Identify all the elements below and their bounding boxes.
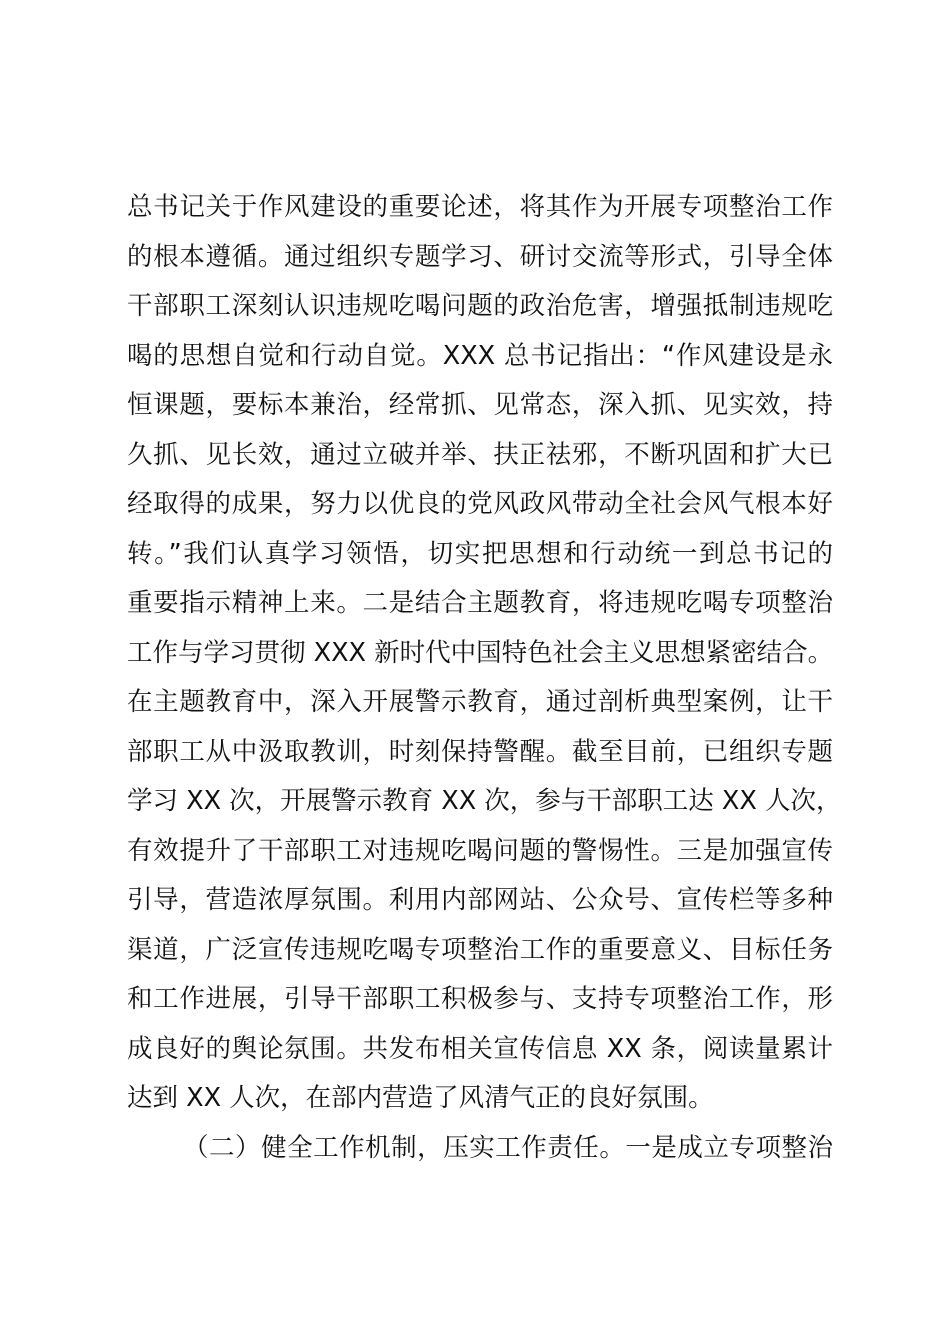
text-line: 在主题教育中，深入开展警示教育，通过剖析典型案例，让干	[127, 687, 833, 717]
text-line: 引导，营造浓厚氛围。利用内部网站、公众号、宣传栏等多种	[127, 885, 833, 915]
text-line: 久抓、见长效，通过立破并举、扶正祛邪，不断巩固和扩大已	[127, 439, 833, 470]
text-line: 渠道，广泛宣传违规吃喝专项整治工作的重要意义、目标任务	[127, 934, 833, 965]
text-line: 恒课题，要标本兼治，经常抓、见常态，深入抓、见实效，持	[127, 390, 833, 420]
text-line: 经取得的成果，努力以优良的党风政风带动全社会风气根本好	[127, 489, 833, 519]
text-line: 成良好的舆论氛围。共发布相关宣传信息 XX 条，阅读量累计	[127, 1033, 833, 1064]
text-line: 学习 XX 次，开展警示教育 XX 次，参与干部职工达 XX 人次，	[127, 786, 842, 816]
paragraph-2	[127, 1124, 833, 1174]
text-line: 喝的思想自觉和行动自觉。XXX 总书记指出：“作风建设是永	[127, 340, 833, 371]
text-line: 总书记关于作风建设的重要论述，将其作为开展专项整治工作	[127, 192, 833, 222]
text-line: 部职工从中汲取教训，时刻保持警醒。截至目前，已组织专题	[127, 736, 833, 767]
text-line: 转。”我们认真学习领悟，切实把思想和行动统一到总书记的	[127, 538, 833, 569]
text-line: （二）健全工作机制，压实工作责任。一是成立专项整治	[183, 1132, 833, 1163]
text-line: 重要指示精神上来。二是结合主题教育，将违规吃喝专项整治	[127, 588, 833, 618]
text-line: 和工作进展，引导干部职工积极参与、支持专项整治工作，形	[127, 984, 833, 1014]
document-body	[127, 183, 842, 1173]
paragraph-1	[127, 183, 842, 1124]
text-line: 干部职工深刻认识违规吃喝问题的政治危害，增强抵制违规吃	[127, 291, 833, 321]
text-line: 工作与学习贯彻 XXX 新时代中国特色社会主义思想紧密结合。	[127, 637, 834, 668]
text-line: 达到 XX 人次，在部内营造了风清气正的良好氛围。	[127, 1083, 714, 1113]
text-line: 的根本遵循。通过组织专题学习、研讨交流等形式，引导全体	[127, 241, 833, 272]
text-line: 有效提升了干部职工对违规吃喝问题的警惕性。三是加强宣传	[127, 835, 833, 866]
